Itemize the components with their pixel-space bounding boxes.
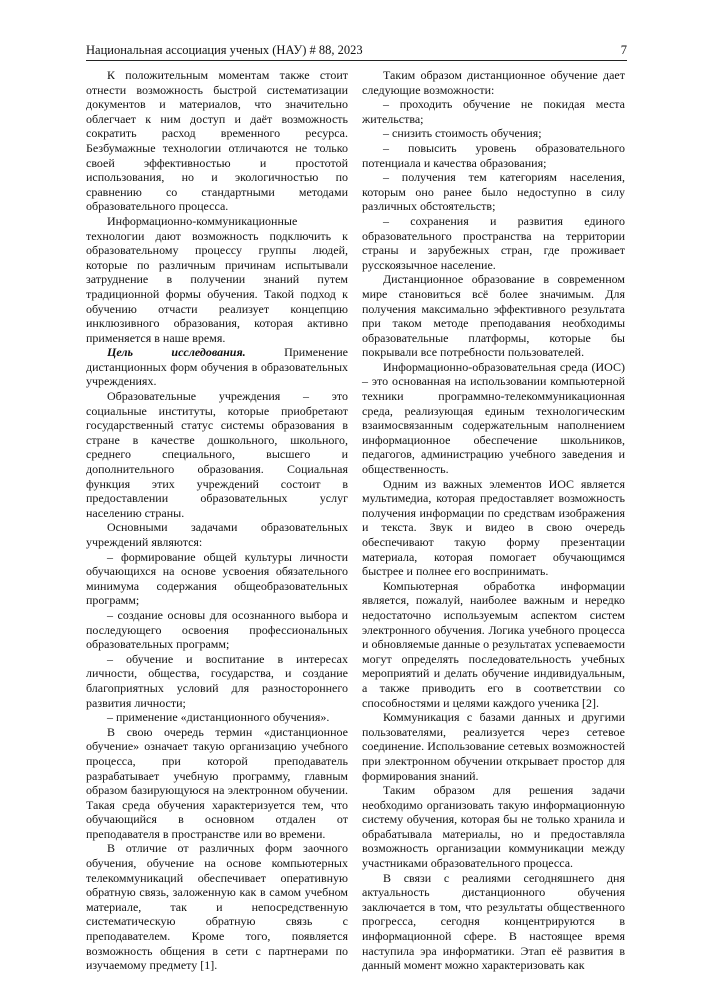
list-item: – обучение и воспитание в интересах личности, общества, государства, и создание благоприятных условий для разностороннего развития личности; [86,651,348,710]
paragraph: В свою очередь термин «дистанционное обучение» означает такую организацию учебного процесса, при которой преподаватель разрабатывает учебную программу, главным образом базирующуюся на электронном обучении. Такая среда обучения характеризуется тем, что обучающийся в основном отдален от преподавателя в пространстве или во времени. [86,724,348,841]
list-item: – формирование общей культуры личности обучающихся на основе усвоения обязательного минимума содержания общеобразовательных программ; [86,549,348,608]
list-item: – сохранения и развития единого образовательного пространства на территории страны и зарубежных стран, где проживает русскоязычное население. [362,213,625,272]
paragraph: Одним из важных элементов ИОС является мультимедиа, которая предоставляет возможность получения информации по средствам изображения и текста. Звук и видео в свою очередь обеспечивают такую форму презентации материала, которая помогает обучающимся быстрее и полнее его воспринимать. [362,476,625,579]
list-item: – снизить стоимость обучения; [383,126,542,141]
paragraph: Коммуникация с базами данных и другими пользователями, реализуется через сетевое соединение. Использование сетевых возможностей при электронном обучении открывает простор для формирования знаний. [362,710,625,783]
purpose-text: Применение дистанционных форм обучения в образовательных учреждениях. [86,345,348,389]
journal-title: Национальная ассоциация ученых (НАУ) # 88, 2023 [86,43,363,57]
paragraph: В отличие от различных форм заочного обучения, обучение на основе компьютерных телекоммуникаций обеспечивает оперативную обратную связь, заложенную как в самом учебном материале, так и непосредственную систематическую обратную связь с преподавателем. Кроме того, появляется возможность общения в сети с партнерами по изучаемому предмету [1]. [86,841,348,973]
list-item: – повысить уровень образовательного потенциала и качества образования; [362,140,625,170]
paragraph: Образовательные учреждения – это социальные институты, которые приобретают государственный статус системы образования в стране в качестве дошкольного, школьного, среднего специального, высшего и дополнительного образования. Социальная функция этих учреждений состоит в предоставлении образовательных услуг населению страны. [86,389,348,520]
paragraph: В связи с реалиями сегодняшнего дня актуальность дистанционного обучения заключается в том, что результаты общественного прогресса, сегодня концентрируются в информационной сфере. В настоящее время наступила эра информатики. Этап её развития в данный момент можно характеризовать как [362,870,625,973]
paragraph: Информационно-коммуникационные технологии дают возможность подключить к образовательному процессу группы людей, которые по различным причинам испытывали затруднение в получении знаний путем традиционной формы обучения. Такой подход к обучению отчасти реализует концепцию инклюзивного образования, которая активно применяется в наше время. [86,213,348,345]
paragraph: К положительным моментам также стоит отнести возможность быстрой систематизации документов и материалов, что значительно облегчает к ним доступ и даёт возможность сократить расход временного ресурса. Безбумажные технологии отличаются не только своей эффективностью и простотой использования, но и экологичностью по сравнению со стандартными методами образовательного процесса. [86,68,348,214]
purpose-lead: Цель исследования. [107,345,246,360]
paragraph: Основными задачами образовательных учреждений являются: [86,520,348,549]
purpose-paragraph [86,345,348,389]
right-column [362,68,625,973]
paragraph: Компьютерная обработка информации является, пожалуй, наиболее важным и нередко недостаточно используемым аспектом систем электронного обучения. Логика учебного процесса и обновляемые данные о результатах успеваемости могут определять последовательность учебных мероприятий и делать обучение индивидуальным, а также приводить его в соответствии со способностями и целями каждого ученика [2]. [362,578,625,710]
running-header [86,42,627,61]
paragraph: Дистанционное образование в современном мире становиться всё более значимым. Для получения максимально эффективного результата при таком методе преподавания необходимы образовательные платформы, которые бы покрывали все потребности пользователей. [362,272,625,360]
list-item: – получения тем категориям населения, которым оно ранее было недоступно в силу различных обстоятельств; [362,170,625,214]
paragraph: Информационно-образовательная среда (ИОС) – это основанная на использовании компьютерной техники программно-телекоммуникационная среда, реализующая единым технологическим взаимосвязанным содержательным наполнением информационное обеспечение школьников, педагогов, администрацию учебного заведения и общественность. [362,359,625,477]
left-column [86,68,348,973]
page-number: 7 [620,43,627,57]
paragraph: Таким образом дистанционное обучение дает следующие возможности: [362,68,625,97]
list-item: – применение «дистанционного обучения». [107,710,330,725]
list-item: – проходить обучение не покидая места жительства; [362,97,625,126]
paragraph: Таким образом для решения задачи необходимо организовать такую информационную систему обучения, которая бы не только хранила и обрабатывала материалы, но и предоставляла возможность организации коммуникации между участниками образовательного процесса. [362,783,625,871]
list-item: – создание основы для осознанного выбора и последующего освоения профессиональных образовательных программ; [86,607,348,652]
